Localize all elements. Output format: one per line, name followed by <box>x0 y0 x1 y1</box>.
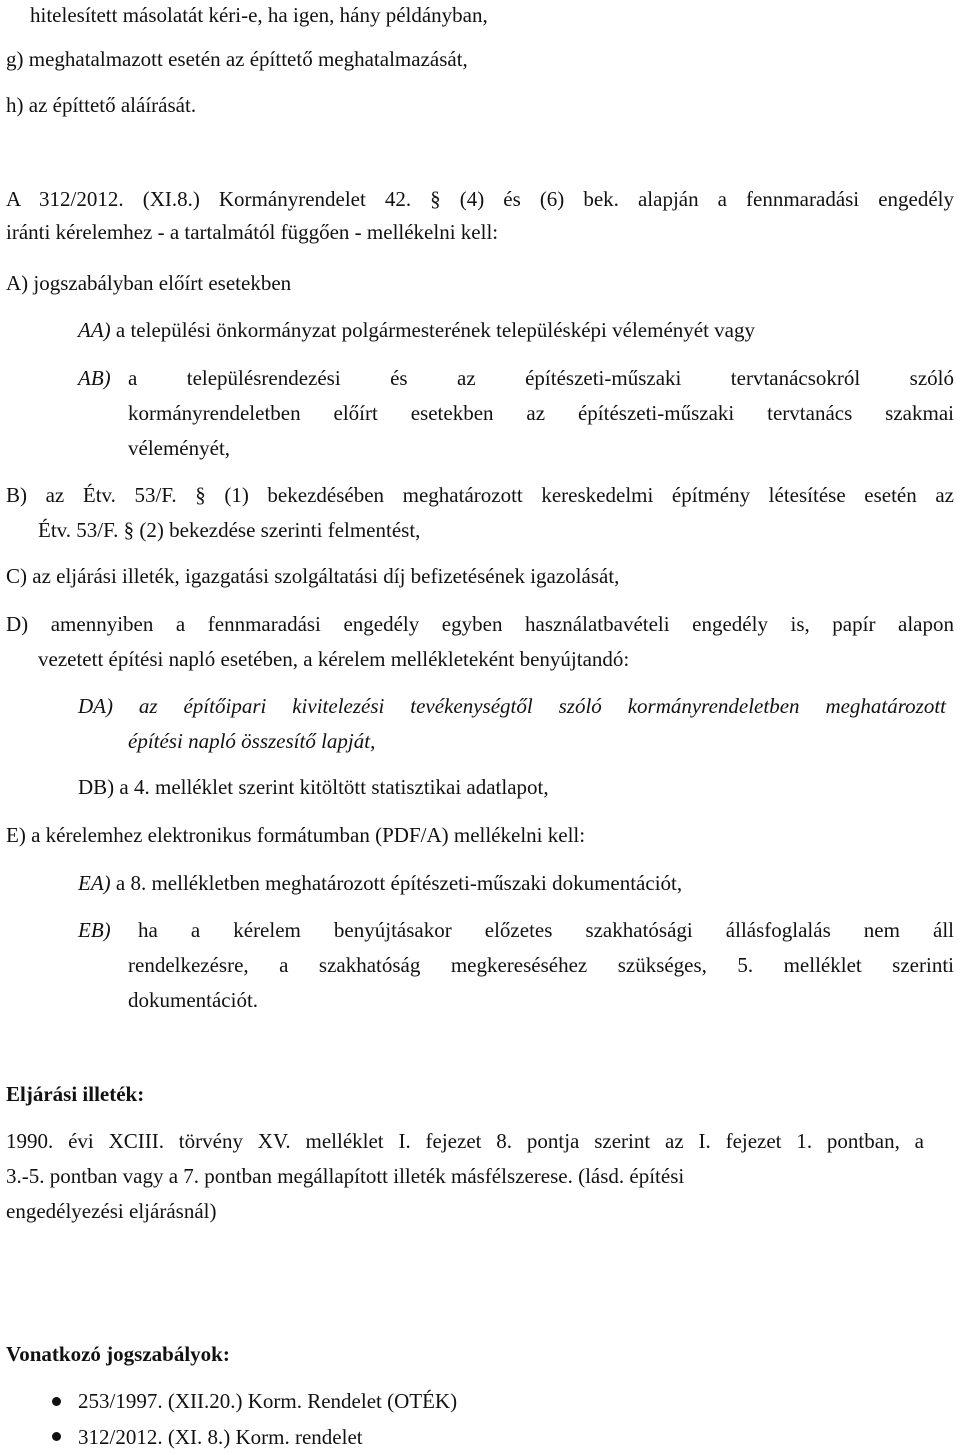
list-item-EB: ha a kérelem benyújtásakor előzetes szakhatósági állásfoglalás nem áll <box>138 918 954 942</box>
list-item-AA <box>78 317 755 343</box>
list-item-D: D) amennyiben a fennmaradási engedély egyben használatbavételi engedély is, papír alapon <box>6 612 954 636</box>
list-item-DA: DA) az építőipari kivitelezési tevékenységtől szóló kormányrendeletben meghatározott <box>78 694 946 718</box>
item-marker-EB: EB) <box>78 918 111 942</box>
item-text: a települési önkormányzat polgármesterének településképi véleményét vagy <box>110 318 755 342</box>
item-marker: EA) <box>78 871 111 895</box>
list-item-AB: véleményét, <box>128 436 231 460</box>
list-item-B: Étv. 53/F. § (2) bekezdése szerinti felmentést, <box>38 518 421 542</box>
list-item-AB: kormányrendeletben előírt esetekben az építészeti-műszaki tervtanács szakmai <box>128 401 954 425</box>
law-list-item: 312/2012. (XI. 8.) Korm. rendelet <box>78 1425 363 1449</box>
item-text: a 8. mellékletben meghatározott építészeti-műszaki dokumentációt, <box>110 871 683 895</box>
item-marker-AB: AB) <box>78 366 111 390</box>
list-item-AB: a településrendezési és az építészeti-műszaki tervtanácsokról szóló <box>128 366 954 390</box>
fee-paragraph: 1990. évi XCIII. törvény XV. melléklet I. fejezet 8. pontja szerint az I. fejezet 1. pontban, a <box>6 1129 924 1153</box>
text-line: g) meghatalmazott esetén az építtető meghatalmazását, <box>6 47 468 71</box>
list-item-E: E) a kérelemhez elektronikus formátumban (PDF/A) mellékelni kell: <box>6 823 586 847</box>
fee-paragraph: 3.-5. pontban vagy a 7. pontban megállapított illeték másfélszerese. (lásd. építési <box>6 1164 685 1188</box>
list-item-DA: építési napló összesítő lapját, <box>128 729 376 753</box>
fee-paragraph: engedélyezési eljárásnál) <box>6 1199 217 1223</box>
text-line: h) az építtető aláírását. <box>6 93 197 117</box>
list-item-B: B) az Étv. 53/F. § (1) bekezdésében meghatározott kereskedelmi építmény létesítése esetén az <box>6 483 954 507</box>
text-line: A 312/2012. (XI.8.) Kormányrendelet 42. § (4) és (6) bek. alapján a fennmaradási engedély <box>6 187 954 211</box>
list-item-DB: DB) a 4. melléklet szerint kitöltött statisztikai adatlapot, <box>78 775 549 799</box>
law-list-item: 253/1997. (XII.20.) Korm. Rendelet (OTÉK) <box>78 1389 458 1413</box>
list-item-EA <box>78 870 682 896</box>
fee-heading: Eljárási illeték: <box>6 1082 145 1106</box>
bullet-icon <box>52 1397 61 1406</box>
text-line: iránti kérelemhez - a tartalmától függően - mellékelni kell: <box>6 220 499 244</box>
list-item-EB: rendelkezésre, a szakhatóság megkereséséhez szükséges, 5. melléklet szerinti <box>128 953 954 977</box>
bullet-icon <box>52 1432 61 1441</box>
list-item-C: C) az eljárási illeték, igazgatási szolgáltatási díj befizetésének igazolását, <box>6 564 620 588</box>
list-item-EB: dokumentációt. <box>128 988 259 1012</box>
item-marker: AA) <box>78 318 111 342</box>
list-item-D: vezetett építési napló esetében, a kérelem mellékleteként benyújtandó: <box>38 647 630 671</box>
text-line: hitelesített másolatát kéri-e, ha igen, hány példányban, <box>30 3 488 27</box>
laws-heading: Vonatkozó jogszabályok: <box>6 1342 230 1366</box>
list-item-A: A) jogszabályban előírt esetekben <box>6 271 292 295</box>
